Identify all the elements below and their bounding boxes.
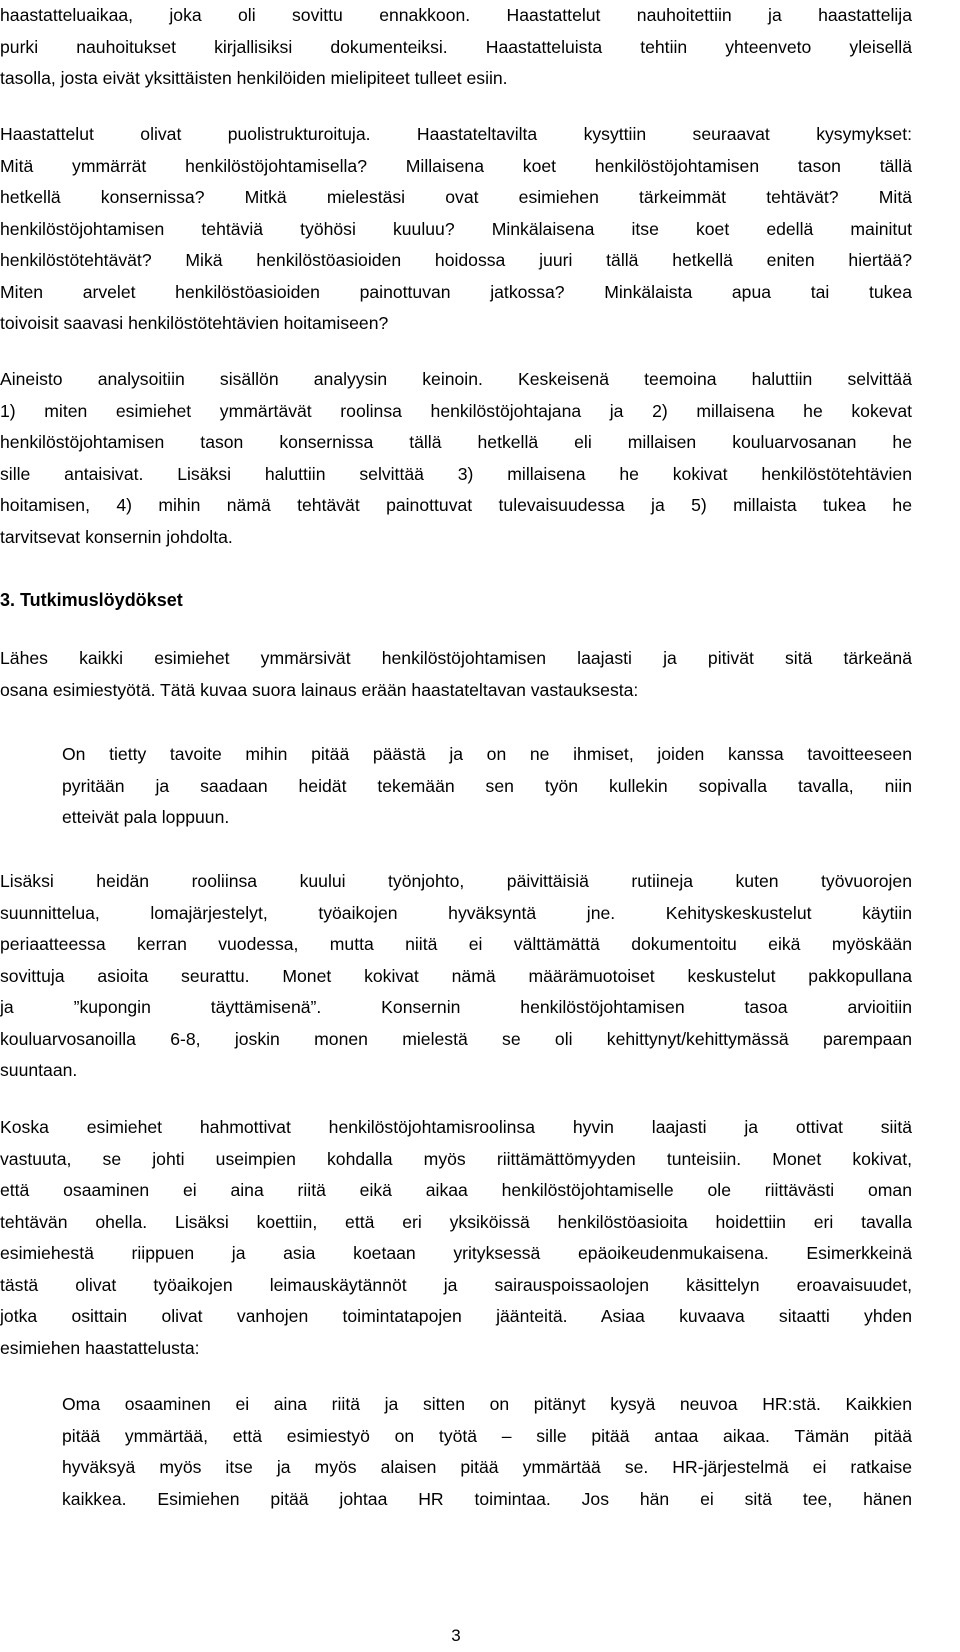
text-line: purki nauhoitukset kirjallisiksi dokumenteiksi. Haastatteluista tehtiin yhteenveto yleisellä <box>0 36 912 57</box>
text-line: jotka osittain olivat vanhojen toimintatapojen jäänteitä. Asiaa kuvaava sitaatti yhden <box>0 1306 912 1326</box>
text-line: suunnittelua, lomajärjestelyt, työaikojen hyväksyntä jne. Kehityskeskustelut käytiin <box>0 902 912 923</box>
paragraph-insufficiency <box>0 1112 912 1364</box>
text-line: kouluarvosanoilla 6-8, joskin monen mielestä se oli kehittynyt/kehittymässä parempaan <box>0 1028 912 1049</box>
paragraph-supervisor-roles <box>0 866 912 1087</box>
text-line: hyväksyä myös itse ja myös alaisen pitää ymmärtää se. HR-järjestelmä ei ratkaise <box>62 1457 912 1477</box>
text-line: osana esimiestyötä. Tätä kuvaa suora lainaus erään haastateltavan vastauksesta: <box>0 679 639 700</box>
text-line: esimiehen haastattelusta: <box>0 1337 200 1358</box>
text-line: Mitä ymmärrät henkilöstöjohtamisella? Millaisena koet henkilöstöjohtamisen tason tällä <box>0 155 912 176</box>
text-line: Koska esimiehet hahmottivat henkilöstöjohtamisroolinsa hyvin laajasti ja ottivat siitä <box>0 1117 912 1137</box>
text-line: Oma osaaminen ei aina riitä ja sitten on pitänyt kysyä neuvoa HR:stä. Kaikkien <box>62 1394 912 1414</box>
text-line: tästä olivat työaikojen leimauskäytännöt ja sairauspoissaolojen käsittelyn eroavaisuudet, <box>0 1274 912 1295</box>
text-line: pyritään ja saadaan heidät tekemään sen työn kullekin sopivalla tavalla, niin <box>62 775 912 796</box>
text-line: tehtävän ohella. Lisäksi koettiin, että eri yksiköissä henkilöstöasioita hoidettiin eri tavalla <box>0 1211 912 1232</box>
paragraph-findings-intro <box>0 643 912 706</box>
text-line: etteivät pala loppuun. <box>62 807 230 827</box>
text-line: ja ”kupongin täyttämisenä”. Konsernin henkilöstöjohtamisen tasoa arvioitiin <box>0 997 912 1017</box>
text-line: Aineisto analysoitiin sisällön analyysin keinoin. Keskeisenä teemoina haluttiin selvittää <box>0 369 912 389</box>
text-line: hetkellä konsernissa? Mitkä mielestäsi ovat esimiehen tärkeimmät tehtävät? Mitä <box>0 187 912 207</box>
block-quote <box>62 1389 912 1515</box>
text-line: henkilöstöjohtamisen tehtäviä työhösi kuuluu? Minkälaisena itse koet edellä mainitut <box>0 218 912 239</box>
text-line: tarvitsevat konsernin johdolta. <box>0 526 233 547</box>
page-number: 3 <box>451 1626 461 1645</box>
text-line: toivoisit saavasi henkilöstötehtävien hoitamiseen? <box>0 313 389 333</box>
text-line: hoitamisen, 4) mihin nämä tehtävät painottuvat tulevaisuudessa ja 5) millaista tukea he <box>0 495 912 515</box>
text-line: Miten arvelet henkilöstöasioiden painottuvan jatkossa? Minkälaista apua tai tukea <box>0 281 912 302</box>
paragraph-interview-procedure <box>0 0 912 95</box>
text-line: henkilöstötehtävät? Mikä henkilöstöasioiden hoidossa juuri tällä hetkellä eniten hiertää? <box>0 250 912 270</box>
text-line: haastatteluaikaa, joka oli sovittu ennakkoon. Haastattelut nauhoitettiin ja haastattelija <box>0 5 912 25</box>
text-line: että osaaminen ei aina riitä eikä aikaa henkilöstöjohtamiselle ole riittävästi oman <box>0 1180 912 1200</box>
section-heading: 3. Tutkimuslöydökset <box>0 590 183 610</box>
text-line: On tietty tavoite mihin pitää päästä ja on ne ihmiset, joiden kanssa tavoitteeseen <box>62 744 912 764</box>
text-line: periaatteessa kerran vuodessa, mutta niitä ei välttämättä dokumentoitu eikä myöskään <box>0 934 912 954</box>
text-line: kaikkea. Esimiehen pitää johtaa HR toimintaa. Jos hän ei sitä tee, hänen <box>62 1488 912 1509</box>
text-line: Lisäksi heidän rooliinsa kuului työnjohto, päivittäisiä rutiineja kuten työvuorojen <box>0 871 912 891</box>
paragraph-analysis-method <box>0 364 912 553</box>
text-line: pitää ymmärtää, että esimiestyö on työtä – sille pitää antaa aikaa. Tämän pitää <box>62 1425 912 1446</box>
text-line: vastuuta, se johti useimpien kohdalla myös riittämättömyyden tunteisiin. Monet kokivat, <box>0 1148 912 1169</box>
text-line: henkilöstöjohtamisen tason konsernissa tällä hetkellä eli millaisen kouluarvosanan he <box>0 432 912 452</box>
text-line: 1) miten esimiehet ymmärtävät roolinsa henkilöstöjohtajana ja 2) millaisena he kokevat <box>0 400 912 421</box>
paragraph-interview-questions <box>0 119 912 340</box>
text-line: Lähes kaikki esimiehet ymmärsivät henkilöstöjohtamisen laajasti ja pitivät sitä tärkeänä <box>0 648 912 668</box>
text-line: Haastattelut olivat puolistrukturoituja. Haastateltavilta kysyttiin seuraavat kysymykset: <box>0 124 912 144</box>
text-line: esimiehestä riippuen ja asia koetaan yrityksessä epäoikeudenmukaisena. Esimerkkeinä <box>0 1243 912 1263</box>
text-line: sille antaisivat. Lisäksi haluttiin selvittää 3) millaisena he kokivat henkilöstötehtävien <box>0 463 912 484</box>
text-line: tasolla, josta eivät yksittäisten henkilöiden mielipiteet tulleet esiin. <box>0 68 508 88</box>
block-quote <box>62 739 912 834</box>
text-line: sovittuja asioita seurattu. Monet kokivat nämä määrämuotoiset keskustelut pakkopullana <box>0 965 912 986</box>
text-line: suuntaan. <box>0 1060 78 1080</box>
